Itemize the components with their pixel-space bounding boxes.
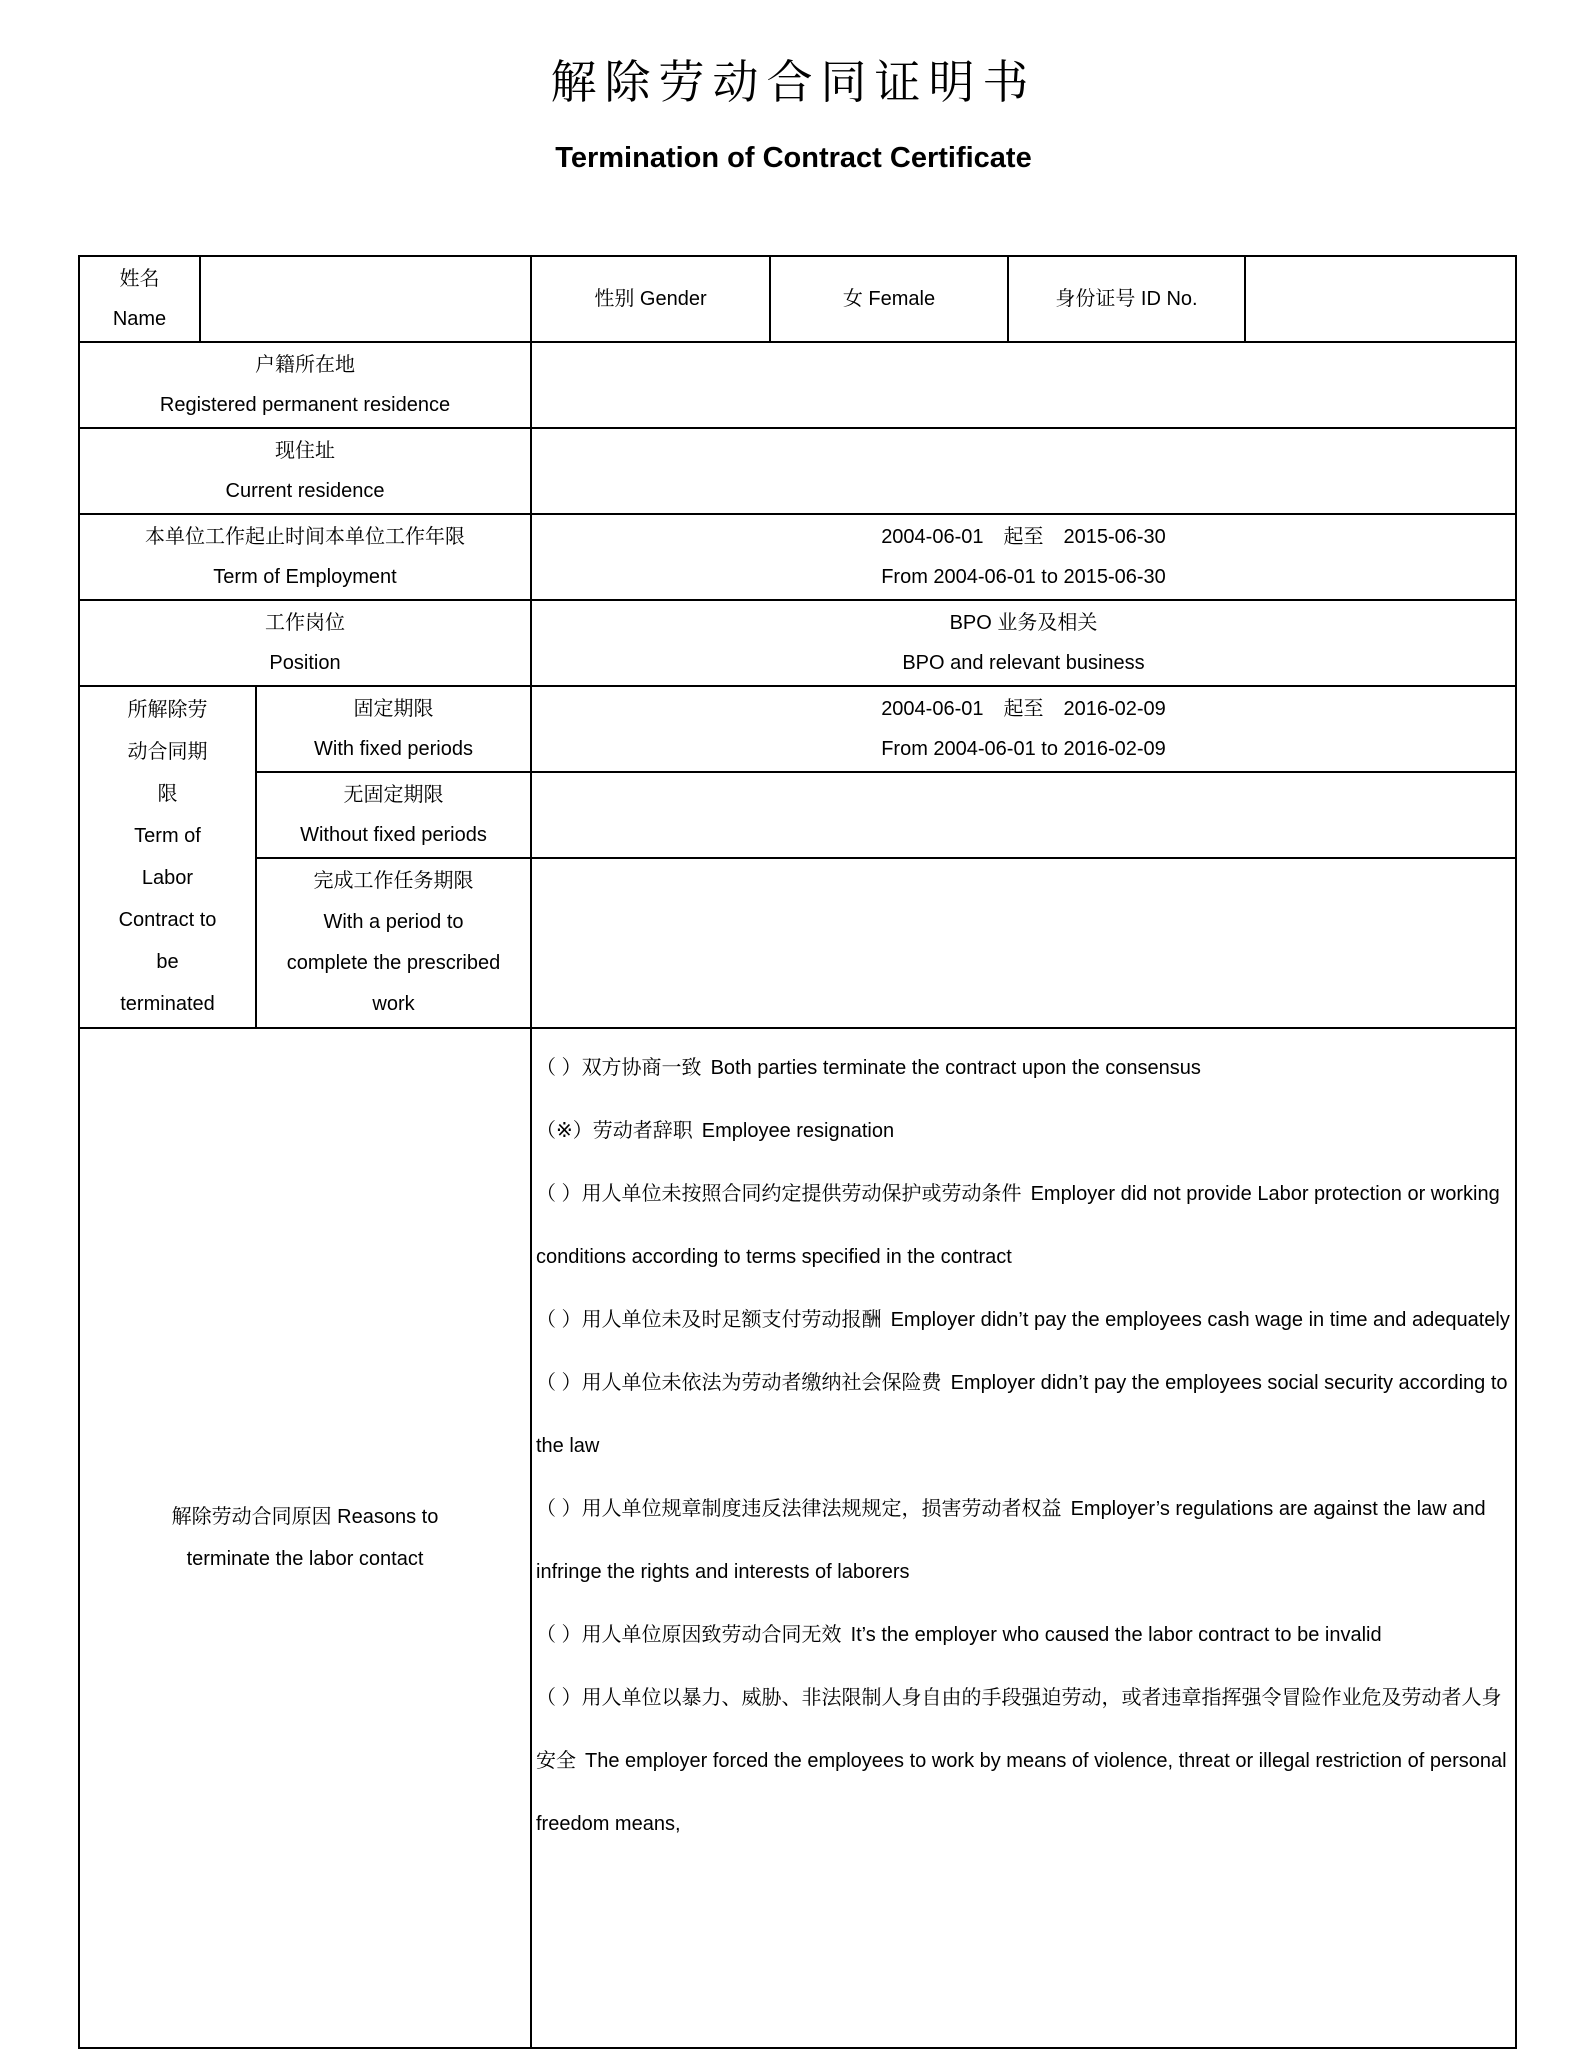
row-position (79, 600, 1516, 686)
task-period-label-line: With a period to (323, 911, 464, 933)
reason-text-zh: 用人单位以暴力、威胁、非法限制人身自由的手段强迫劳动，或者违章指挥强令冒险作业危及劳动者人身安全 (536, 1687, 1502, 1772)
reason-text-zh: 双方协商一致 (581, 1057, 702, 1079)
contract-term-label-cell (79, 686, 256, 1028)
reason-text-en: Employer didn’t pay the employees social security according to the law (536, 1372, 1508, 1457)
reason-text-en: Employer’s regulations are against the law and infringe the rights and interests of laborers (536, 1498, 1486, 1583)
task-period-label-line: 完成工作任务期限 (313, 870, 474, 892)
row-reasons (79, 1028, 1516, 2048)
reason-item (536, 1289, 1511, 1352)
reasons-label-line: 解除劳动合同原因 Reasons to (171, 1506, 439, 1528)
gender-label-cell (531, 256, 770, 342)
position-value-zh: BPO 业务及相关 (949, 612, 1098, 634)
registered-residence-label-en: Registered permanent residence (159, 394, 451, 416)
reason-item (536, 1352, 1511, 1478)
reason-item (536, 1163, 1511, 1289)
contract-term-label-line: 限 (157, 783, 178, 805)
reason-text-en: Employee resignation (701, 1120, 895, 1142)
contract-term-label-line: 动合同期 (127, 741, 208, 763)
contract-term-label-line: Labor (141, 867, 194, 889)
position-label-en: Position (269, 652, 341, 674)
gender-label: 性别 Gender (594, 288, 707, 310)
certificate-table (78, 255, 1517, 2049)
current-residence-label-en: Current residence (225, 480, 385, 502)
reason-text-zh: 用人单位未按照合同约定提供劳动保护或劳动条件 (581, 1183, 1022, 1205)
task-period-label-line: complete the prescribed (286, 952, 501, 974)
fixed-period-value-zh: 2004-06-01 起至 2016-02-09 (881, 698, 1166, 720)
position-value-cell (531, 600, 1516, 686)
gender-value: 女 Female (842, 288, 936, 310)
reason-item (536, 1100, 1511, 1163)
employment-term-value-en: From 2004-06-01 to 2015-06-30 (881, 566, 1166, 588)
reasons-list (536, 1037, 1511, 2039)
current-residence-value-cell (531, 428, 1516, 514)
reason-text-zh: 用人单位未及时足额支付劳动报酬 (581, 1309, 882, 1331)
reason-text-zh: 用人单位规章制度违反法律法规规定，损害劳动者权益 (581, 1498, 1062, 1520)
reasons-label-cell (79, 1028, 531, 2048)
reason-checkbox-marker: （ ） (536, 1057, 582, 1079)
position-label-cell (79, 600, 531, 686)
reason-checkbox-marker: （ ） (536, 1498, 582, 1520)
employment-term-label-zh: 本单位工作起止时间本单位工作年限 (145, 526, 465, 548)
row-employment-term (79, 514, 1516, 600)
reason-checkbox-marker: （ ） (536, 1372, 582, 1394)
reason-text-en: The employer forced the employees to work by means of violence, threat or illegal restriction of personal freedom means, (536, 1750, 1507, 1835)
reason-checkbox-marker: （ ） (536, 1624, 582, 1646)
employment-term-label-en: Term of Employment (213, 566, 397, 588)
name-label-zh: 姓名 (119, 268, 160, 290)
fixed-period-value-en: From 2004-06-01 to 2016-02-09 (881, 738, 1166, 760)
reason-text-en: It’s the employer who caused the labor contract to be invalid (850, 1624, 1382, 1646)
reason-text-en: Employer did not provide Labor protection or working conditions according to terms specified in the contract (536, 1183, 1500, 1268)
contract-term-label-line: be (156, 951, 179, 973)
reason-item (536, 1037, 1511, 1100)
reason-checkbox-marker: （ ） (536, 1687, 582, 1709)
registered-residence-label-cell (79, 342, 531, 428)
page-title-chinese: 解除劳动合同证明书 (550, 55, 1037, 109)
reason-item (536, 1667, 1511, 1856)
row-current-residence (79, 428, 1516, 514)
reason-checkbox-marker: （ ） (536, 1309, 582, 1331)
position-value-en: BPO and relevant business (902, 652, 1145, 674)
contract-term-label-line: Contract to (118, 909, 217, 931)
reason-text-en: Employer didn’t pay the employees cash wage in time and adequately (890, 1309, 1510, 1331)
row-term-fixed (79, 686, 1516, 772)
contract-term-label-line: Term of (134, 825, 201, 847)
row-registered-residence (79, 342, 1516, 428)
reason-item (536, 1478, 1511, 1604)
reason-text-zh: 用人单位原因致劳动合同无效 (581, 1624, 842, 1646)
reasons-value-cell (531, 1028, 1516, 2048)
registered-residence-value-cell (531, 342, 1516, 428)
task-period-label-line: work (372, 993, 415, 1015)
unfixed-period-label-cell (256, 772, 531, 858)
name-label-en: Name (112, 308, 167, 330)
employment-term-label-cell (79, 514, 531, 600)
fixed-period-value-cell (531, 686, 1516, 772)
employment-term-value-zh: 2004-06-01 起至 2015-06-30 (881, 526, 1166, 548)
id-label-cell (1008, 256, 1245, 342)
fixed-period-label-en: With fixed periods (314, 738, 473, 760)
reason-checkbox-marker: （※） (536, 1120, 593, 1142)
name-label-cell (79, 256, 200, 342)
current-residence-label-zh: 现住址 (275, 440, 335, 462)
reason-text-zh: 用人单位未依法为劳动者缴纳社会保险费 (581, 1372, 942, 1394)
position-label-zh: 工作岗位 (265, 612, 345, 634)
id-label: 身份证号 ID No. (1055, 288, 1198, 310)
name-value-cell (200, 256, 531, 342)
fixed-period-label-cell (256, 686, 531, 772)
id-value-cell (1245, 256, 1516, 342)
unfixed-period-label-en: Without fixed periods (300, 824, 487, 846)
reason-checkbox-marker: （ ） (536, 1183, 582, 1205)
row-term-task (79, 858, 1516, 1028)
unfixed-period-value-cell (531, 772, 1516, 858)
task-period-value-cell (531, 858, 1516, 1028)
registered-residence-label-zh: 户籍所在地 (255, 354, 355, 376)
current-residence-label-cell (79, 428, 531, 514)
fixed-period-label-zh: 固定期限 (353, 698, 434, 720)
contract-term-label-line: 所解除劳 (127, 699, 208, 721)
page-title-english: Termination of Contract Certificate (555, 142, 1032, 174)
reasons-label-line: terminate the labor contact (186, 1548, 424, 1570)
reason-item (536, 1604, 1511, 1667)
unfixed-period-label-zh: 无固定期限 (343, 784, 444, 806)
reason-text-zh: 劳动者辞职 (592, 1120, 693, 1142)
task-period-label-cell (256, 858, 531, 1028)
contract-term-label-line: terminated (120, 993, 215, 1015)
gender-value-cell (770, 256, 1008, 342)
row-term-unfixed (79, 772, 1516, 858)
employment-term-value-cell (531, 514, 1516, 600)
row-name-gender-id (79, 256, 1516, 342)
reason-text-en: Both parties terminate the contract upon the consensus (710, 1057, 1201, 1079)
